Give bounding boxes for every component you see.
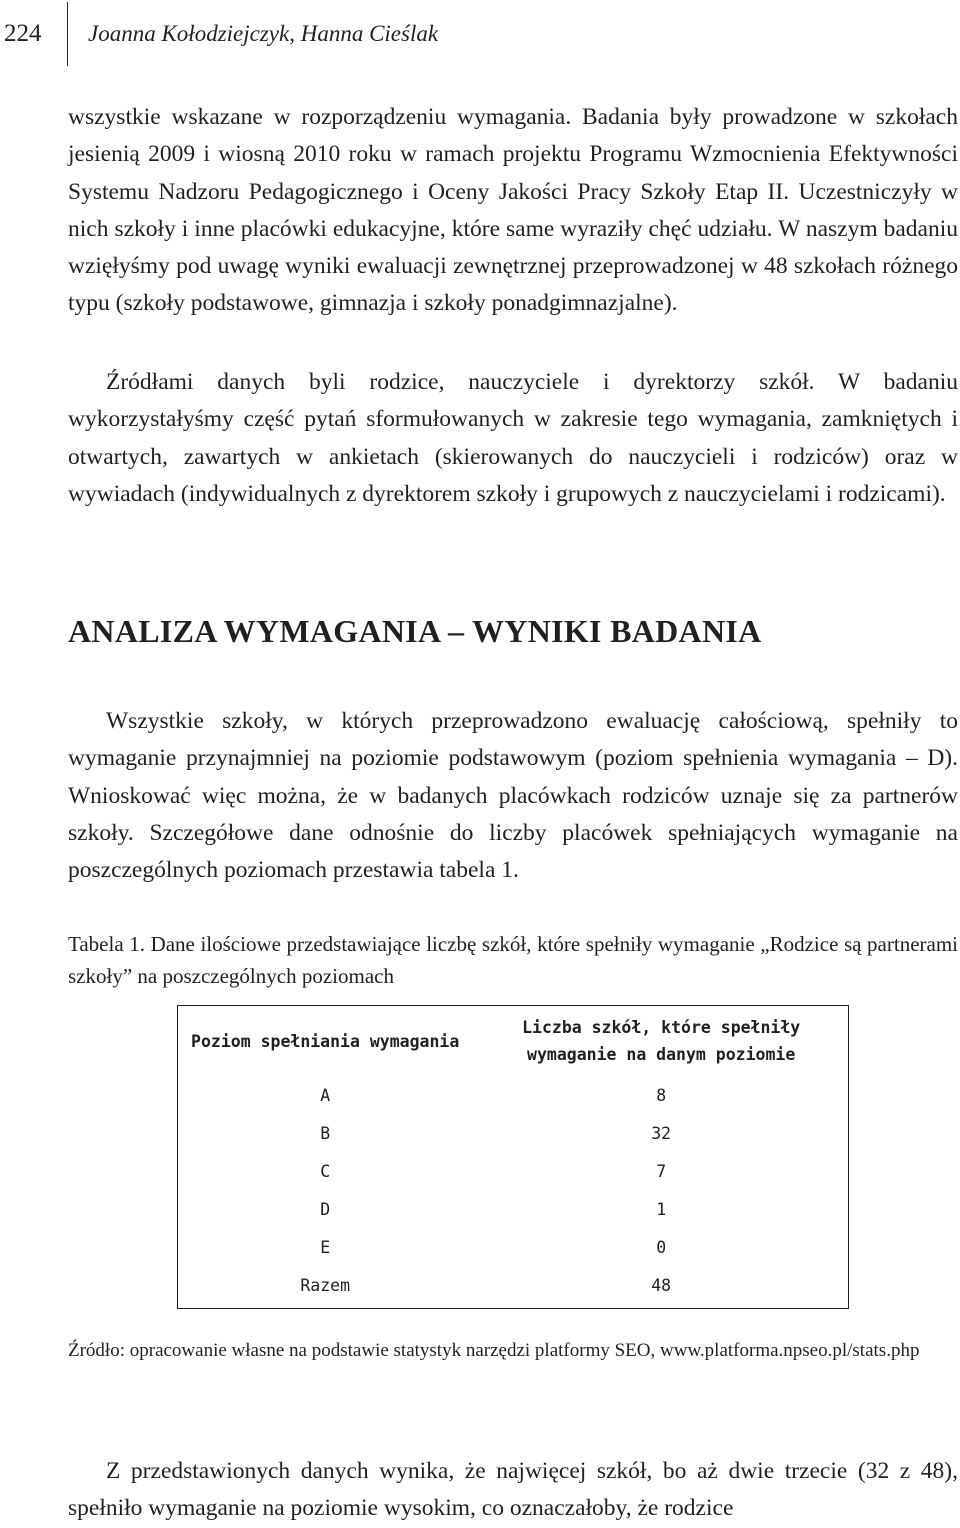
- body-paragraph-1: wszystkie wskazane w rozporządzeniu wymagania. Badania były prowadzone w szkołach jesienią 2009 i wiosną 2010 roku w ramach projektu Programu Wzmocnienia Efektywności Systemu Nadzoru Pedagogicznego i Oceny Jakości Pracy Szkoły Etap II. Uczestniczyły w nich szkoły i inne placówki edukacyjne, które same wyraziły chęć udziału. W naszym badaniu wzięłyśmy pod uwagę wyniki ewaluacji zewnętrznej przeprowadzonej w 48 szkołach różnego typu (szkoły podstawowe, gimnazja i szkoły ponadgimnazjalne).: [68, 104, 958, 317]
- table-cell-level: Razem: [300, 1276, 350, 1295]
- section-heading: ANALIZA WYMAGANIA – WYNIKI BADANIA: [68, 613, 762, 649]
- table-cell-count: 0: [656, 1238, 667, 1257]
- page-number: 224: [4, 20, 42, 47]
- table-cell-level: D: [320, 1200, 331, 1219]
- results-table: [177, 1005, 849, 1305]
- table-row: [177, 1115, 849, 1153]
- header-divider: [67, 2, 68, 66]
- running-head-authors: Joanna Kołodziejczyk, Hanna Cieślak: [88, 21, 439, 46]
- body-paragraph-2: Źródłami danych byli rodzice, nauczyciele i dyrektorzy szkół. W badaniu wykorzystałyśmy część pytań sformułowanych w zakresie tego wymagania, zamkniętych i otwartych, zawartych w ankietach (skierowanych do nauczycieli i rodziców) oraz w wywiadach (indywidualnych z dyrektorem szkoły i grupowych z nauczycielami i rodzicami).: [68, 369, 958, 507]
- table-row: [177, 1191, 849, 1229]
- table-caption: Tabela 1. Dane ilościowe przedstawiające liczbę szkół, które spełniły wymaganie „Rodzice są partnerami szkoły” na poszczególnych poziomach: [68, 932, 958, 988]
- table-cell-count: 7: [656, 1162, 667, 1181]
- table-cell-count: 1: [656, 1200, 667, 1219]
- source-note: Źródło: opracowanie własne na podstawie statystyk narzędzi platformy SEO, www.platforma.npseo.pl/stats.php: [68, 1340, 920, 1361]
- table-row-total: [177, 1267, 849, 1305]
- column-header-level: Poziom spełniania wymagania: [191, 1031, 460, 1051]
- body-paragraph-4: Z przedstawionych danych wynika, że najwięcej szkół, bo aż dwie trzecie (32 z 48), spełniło wymaganie na poziomie wysokim, co oznaczałoby, że rodzice: [68, 1458, 958, 1522]
- table-cell-count: 8: [656, 1086, 667, 1105]
- table-row: [177, 1229, 849, 1267]
- table-cell-level: E: [320, 1238, 331, 1257]
- body-paragraph-3: Wszystkie szkoły, w których przeprowadzono ewaluację całościową, spełniły to wymaganie przynajmniej na poziomie podstawowym (poziom spełnienia wymagania – D). Wnioskować więc można, że w badanych placówkach rodziców uznaje się za partnerów szkoły. Szczegółowe dane odnośnie do liczby placówek spełniających wymaganie na poszczególnych poziomach przestawia tabela 1.: [68, 708, 958, 884]
- table-row: [177, 1077, 849, 1115]
- table-cell-level: C: [320, 1162, 331, 1181]
- page-header: [0, 0, 960, 70]
- table-cell-level: B: [320, 1124, 331, 1143]
- table-header-row: [177, 1005, 849, 1077]
- table-cell-count: 32: [651, 1124, 672, 1143]
- table-cell-count: 48: [651, 1276, 672, 1295]
- table-row: [177, 1153, 849, 1191]
- column-header-count: Liczba szkół, które spełniły wymaganie na danym poziomie: [522, 1018, 801, 1064]
- table-cell-level: A: [320, 1086, 331, 1105]
